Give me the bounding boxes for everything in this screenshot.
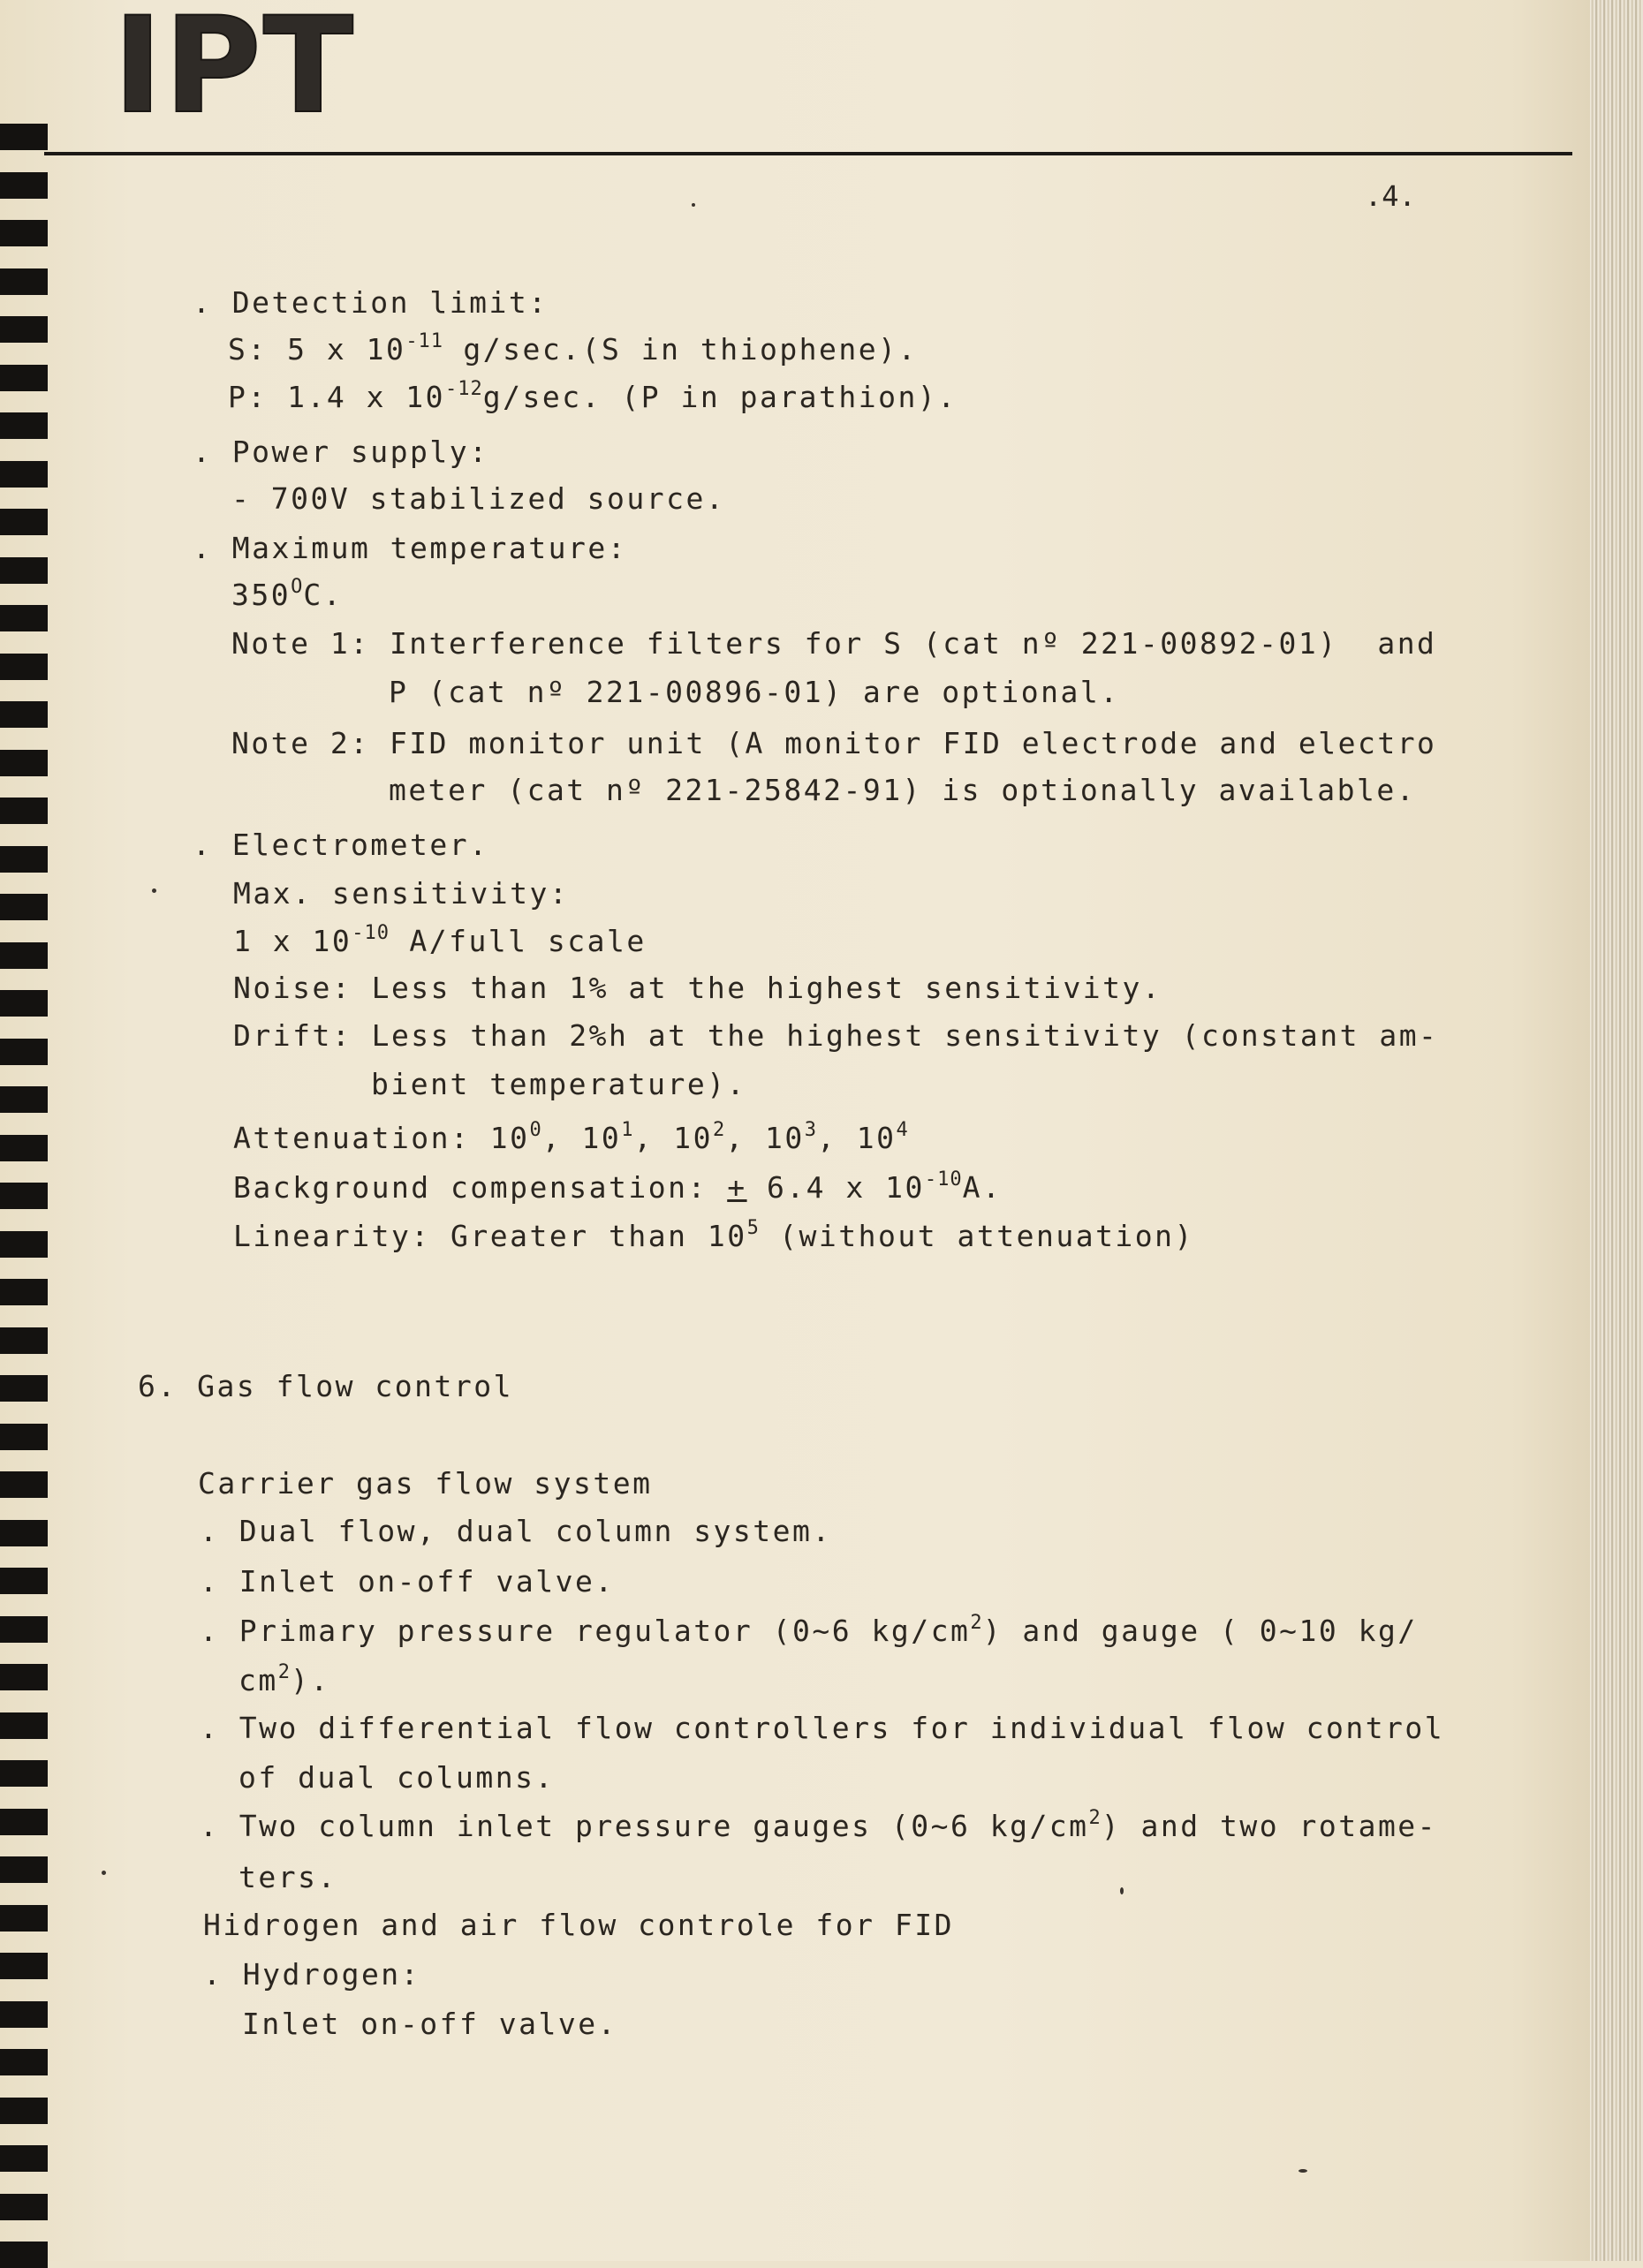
column-gauges-item-cont: ters. [238,1860,337,1894]
max-sensitivity-value: 1 x $10^{-10}$ A/full scale [233,922,647,958]
noise-spec: Noise: Less than 1% at the highest sensitivity. [233,971,1162,1005]
drift-spec-line-1: Drift: Less than 2%h at the highest sensitivity (constant am- [233,1018,1439,1053]
power-supply-heading: . Power supply: [193,435,489,469]
s-detection-limit: S: 5 x $10^{-11}$ g/sec.(S in thiophene). [228,330,918,367]
primary-regulator-item: . Primary pressure regulator (0~6 $kg/cm^2$) and gauge ( 0~10 kg/ [200,1612,1418,1648]
note-2-line-1: Note 2: FID monitor unit (A monitor FID electrode and electro [231,726,1437,760]
differential-controllers-item: . Two differential flow controllers for individual flow control [200,1711,1445,1745]
background-compensation-spec: Background compensation: + 6.4 x $10^{-10}A$. [233,1168,1003,1205]
electrometer-heading: . Electrometer. [193,828,489,862]
hydrogen-air-heading: Hidrogen and air flow controle for FID [203,1908,954,1942]
carrier-gas-heading: Carrier gas flow system [198,1466,653,1501]
hydrogen-item: . Hydrogen: [203,1957,421,1992]
column-gauges-item: . Two column inlet pressure gauges (0~6 $kg/cm^2$) and two rotame- [200,1807,1438,1843]
inlet-valve-item: . Inlet on-off valve. [200,1564,615,1599]
detection-limit-heading: . Detection limit: [193,285,549,320]
note-2-line-2: meter (cat nº 221-25842-91) is optionally available. [389,773,1417,807]
attenuation-spec: Attenuation: $10^0$, $10^1$, $10^2$, $10^3$, $10^4$ [233,1119,909,1155]
linearity-spec: Linearity: Greater than $10^5$ (without attenuation) [233,1217,1194,1253]
power-supply-value: - 700V stabilized source. [231,481,726,516]
max-sensitivity-label: Max. sensitivity: [233,876,570,911]
inlet-valve-item-2: Inlet on-off valve. [242,2007,617,2041]
drift-spec-line-2: bient temperature). [371,1067,746,1101]
ipt-logo-text: IPT [113,0,356,143]
page-number: .4. [1365,179,1416,213]
note-1-line-2: P (cat nº 221-00896-01) are optional. [389,675,1120,709]
note-1-line-1: Note 1: Interference filters for S (cat nº 221-00892-01) and [231,626,1437,661]
primary-regulator-item-cont: $cm^2$). [238,1661,330,1697]
speck [1298,2169,1307,2173]
max-temperature-heading: . Maximum temperature: [193,531,628,565]
p-detection-limit: P: 1.4 x $10^{-12}g/\sec$. (P in parathion). [228,378,958,414]
section-6-heading: 6. Gas flow control [138,1369,513,1403]
max-temperature-value: $350^OC$. [231,576,344,612]
dual-flow-item: . Dual flow, dual column system. [200,1514,832,1548]
speck [1120,1887,1124,1894]
differential-controllers-item-cont: of dual columns. [238,1760,555,1795]
speck [102,1871,106,1875]
speck [152,888,156,893]
